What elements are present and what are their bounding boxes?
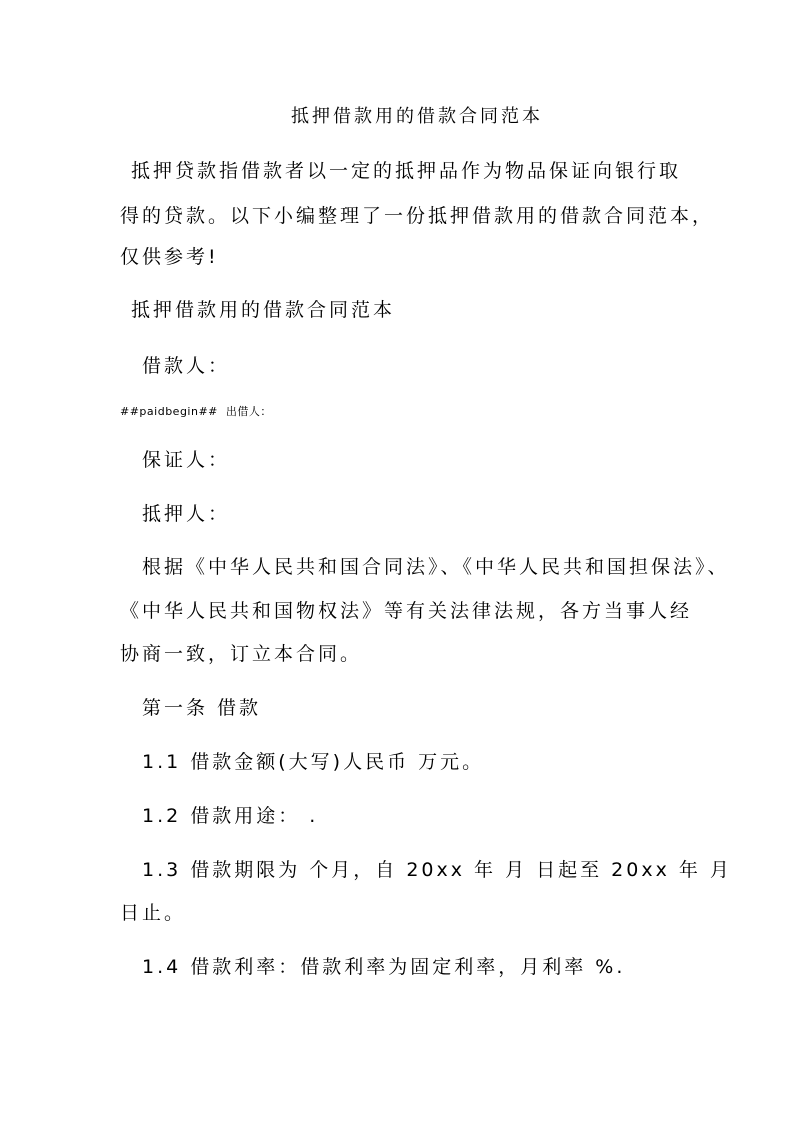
clause-1-4: 1.4 借款利率：借款利率为固定利率，月利率 %. (142, 956, 626, 978)
paid-marker-line (120, 405, 272, 419)
borrower-label: 借款人： (142, 355, 231, 377)
guarantor-label: 保证人： (142, 449, 231, 471)
basis-line-2: 《中华人民共和国物权法》等有关法律法规，各方当事人经 (120, 600, 693, 622)
clause-1-2: 1.2 借款用途： . (142, 805, 319, 827)
article-1-heading: 第一条 借款 (142, 697, 262, 719)
intro-line-2: 得的贷款。以下小编整理了一份抵押借款用的借款合同范本， (120, 205, 715, 227)
clause-1-3-line-1: 1.3 借款期限为 个月，自 20xx 年 月 日起至 20xx 年 月 (142, 859, 732, 881)
intro-line-1: 抵押贷款指借款者以一定的抵押品作为物品保证向银行取 (131, 160, 682, 182)
clause-1-1: 1.1 借款金额(大写)人民币 万元。 (142, 751, 485, 773)
basis-line-1: 根据《中华人民共和国合同法》、《中华人民共和国担保法》、 (142, 556, 730, 578)
subtitle: 抵押借款用的借款合同范本 (131, 299, 396, 321)
basis-line-3: 协商一致，订立本合同。 (120, 643, 363, 665)
lender-label: 出借人： (225, 405, 272, 418)
document-title: 抵押借款用的借款合同范本 (291, 106, 543, 127)
mortgagor-label: 抵押人： (142, 503, 231, 525)
paid-marker: ##paidbegin## (120, 405, 218, 418)
clause-1-3-line-2: 日止。 (120, 902, 187, 924)
intro-line-3: 仅供参考! (120, 246, 219, 268)
